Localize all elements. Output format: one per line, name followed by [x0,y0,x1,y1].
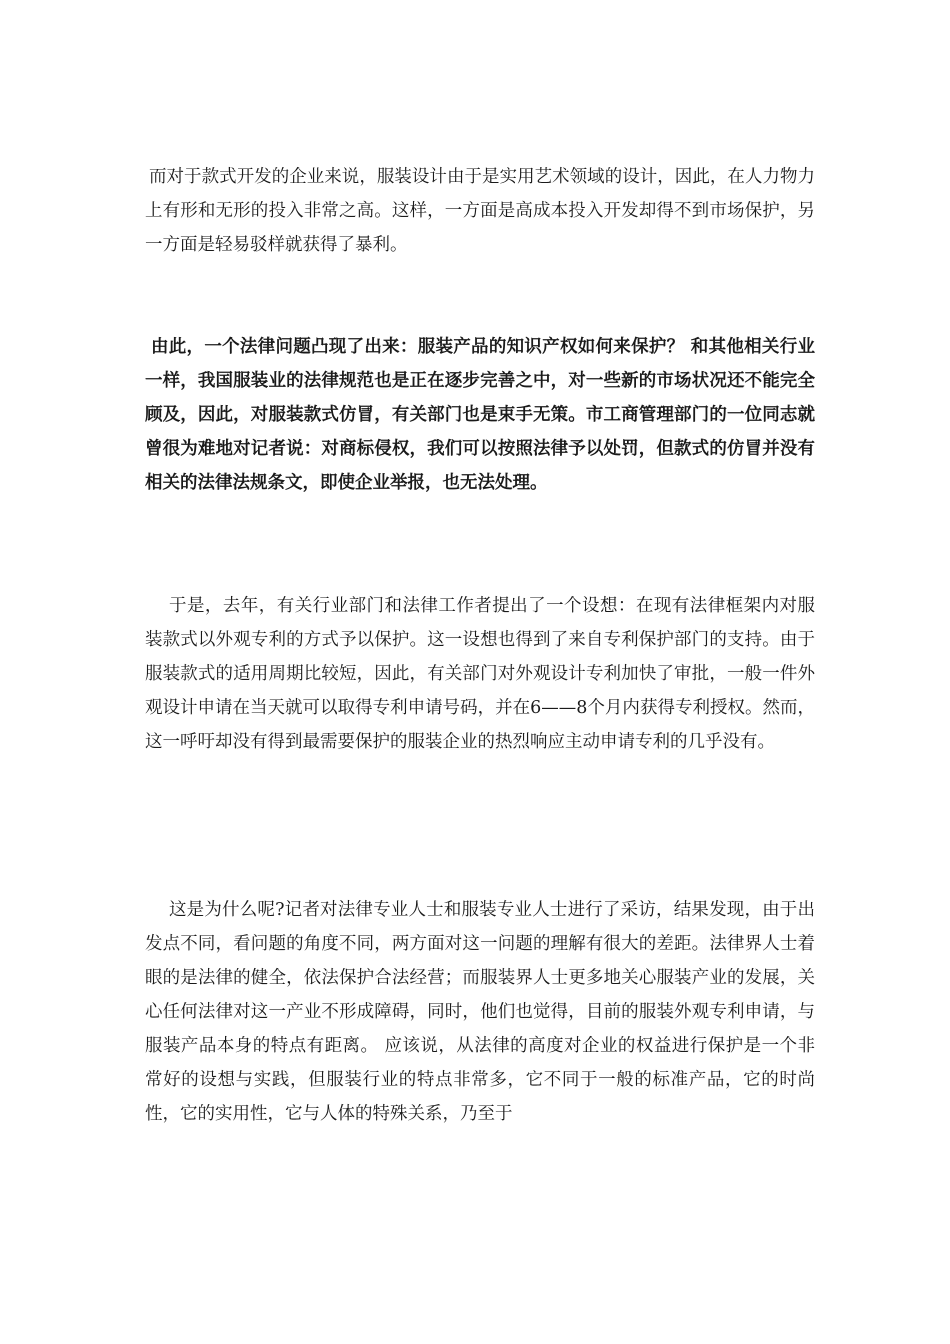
paragraph-3: 于是，去年，有关行业部门和法律工作者提出了一个设想：在现有法律框架内对服装款式以外观专利的方式予以保护。这一设想也得到了来自专利保护部门的支持。由于服装款式的适用周期比较短，因此，有关部门对外观设计专利加快了审批，一般一件外观设计申请在当天就可以取得专利申请号码，并在6——8个月内获得专利授权。然而，这一呼吁却没有得到最需要保护的服装企业的热烈响应主动申请专利的几乎没有。 [145,596,815,752]
paragraph-2-bold: 由此，一个法律问题凸现了出来：服装产品的知识产权如何来保护？ 和其他相关行业一样，我国服装业的法律规范也是正在逐步完善之中，对一些新的市场状况还不能完全顾及，因此，对服装款式仿冒，有关部门也是束手无策。市工商管理部门的一位同志就曾很为难地对记者说：对商标侵权，我们可以按照法律予以处罚，但款式的仿冒并没有相关的法律法规条文，即使企业举报，也无法处理。 [145,337,815,493]
paragraph-4: 这是为什么呢?记者对法律专业人士和服装专业人士进行了采访，结果发现，由于出发点不同，看问题的角度不同，两方面对这一问题的理解有很大的差距。法律界人士着眼的是法律的健全，依法保护合法经营；而服装界人士更多地关心服装产业的发展，关心任何法律对这一产业不形成障碍，同时，他们也觉得，目前的服装外观专利申请，与服装产品本身的特点有距离。 应该说，从法律的高度对企业的权益进行保护是一个非常好的设想与实践，但服装行业的特点非常多，它不同于一般的标准产品，它的时尚性，它的实用性，它与人体的特殊关系，乃至于 [145,900,815,1124]
paragraph-1: 而对于款式开发的企业来说，服装设计由于是实用艺术领域的设计，因此，在人力物力上有形和无形的投入非常之高。这样，一方面是高成本投入开发却得不到市场保护，另一方面是轻易驳样就获得了暴利。 [145,167,815,255]
